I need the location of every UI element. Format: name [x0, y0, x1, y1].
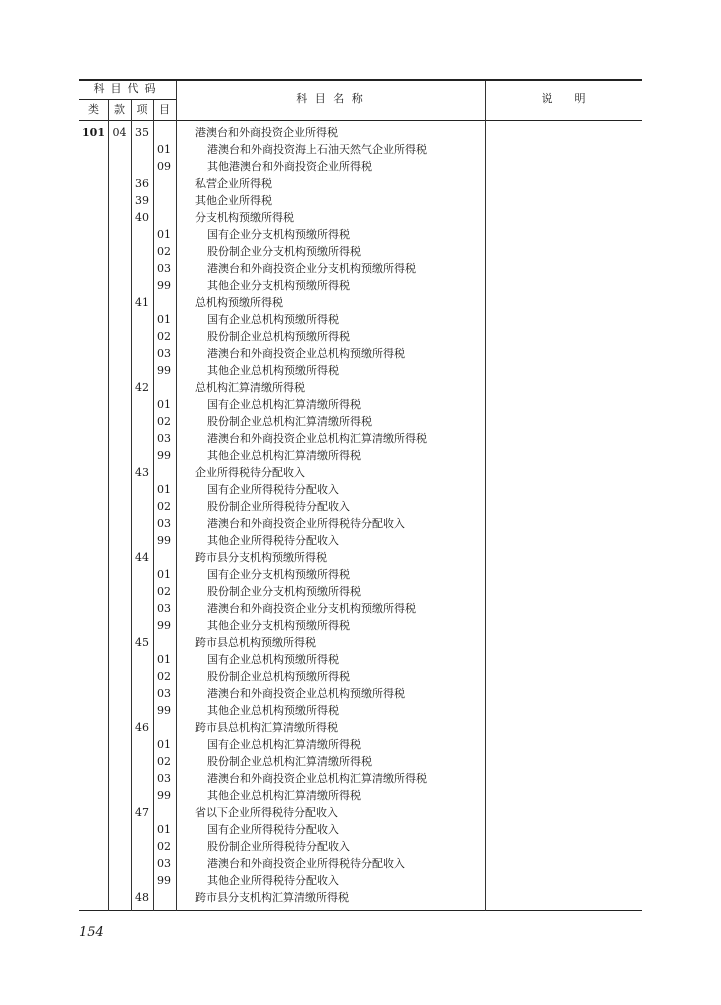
- subject-code-table: [79, 79, 642, 911]
- cell-mu: 01: [157, 143, 171, 156]
- cell-mu: 02: [157, 755, 171, 768]
- cell-subject-name: 港澳台和外商投资企业所得税: [195, 126, 338, 139]
- cell-kuan: 04: [112, 126, 127, 139]
- cell-subject-name: 国有企业总机构预缴所得税: [207, 653, 339, 666]
- cell-subject-name: 其他企业所得税待分配收入: [207, 874, 339, 887]
- table-row: [79, 260, 642, 277]
- table-row: [79, 481, 642, 498]
- cell-xiang: 46: [135, 721, 149, 734]
- cell-xiang: 40: [135, 211, 149, 224]
- table-row: [79, 549, 642, 566]
- cell-mu: 03: [157, 602, 171, 615]
- cell-subject-name: 国有企业总机构预缴所得税: [207, 313, 339, 326]
- table-row: [79, 889, 642, 906]
- table-row: [79, 702, 642, 719]
- cell-subject-name: 港澳台和外商投资企业分支机构预缴所得税: [207, 262, 416, 275]
- table-row: [79, 600, 642, 617]
- cell-subject-name: 其他企业所得税: [195, 194, 272, 207]
- cell-mu: 99: [157, 534, 171, 547]
- table-row: [79, 379, 642, 396]
- cell-subject-name: 私营企业所得税: [195, 177, 272, 190]
- cell-mu: 01: [157, 738, 171, 751]
- cell-subject-name: 股份制企业总机构预缴所得税: [207, 670, 350, 683]
- cell-subject-name: 其他企业总机构汇算清缴所得税: [207, 449, 361, 462]
- page-number: 154: [79, 925, 104, 940]
- cell-subject-name: 其他企业分支机构预缴所得税: [207, 279, 350, 292]
- table-row: [79, 583, 642, 600]
- table-row: [79, 192, 642, 209]
- table-row: [79, 413, 642, 430]
- cell-subject-name: 企业所得税待分配收入: [195, 466, 305, 479]
- table-row: [79, 294, 642, 311]
- cell-subject-name: 港澳台和外商投资企业总机构汇算清缴所得税: [207, 772, 427, 785]
- table-row: [79, 515, 642, 532]
- table-row: [79, 243, 642, 260]
- cell-mu: 01: [157, 653, 171, 666]
- cell-subject-name: 股份制企业所得税待分配收入: [207, 840, 350, 853]
- cell-xiang: 35: [135, 126, 149, 139]
- cell-mu: 03: [157, 347, 171, 360]
- cell-subject-name: 国有企业分支机构预缴所得税: [207, 228, 350, 241]
- cell-subject-name: 港澳台和外商投资企业总机构预缴所得税: [207, 687, 405, 700]
- cell-mu: 02: [157, 585, 171, 598]
- table-row: [79, 362, 642, 379]
- cell-mu: 03: [157, 857, 171, 870]
- cell-subject-name: 跨市县总机构预缴所得税: [195, 636, 316, 649]
- code-group-divider: [79, 99, 176, 100]
- header-col-lei: 类: [88, 103, 99, 116]
- cell-xiang: 48: [135, 891, 149, 904]
- cell-xiang: 39: [135, 194, 149, 207]
- table-row: [79, 498, 642, 515]
- cell-mu: 02: [157, 840, 171, 853]
- table-bottom-rule: [79, 910, 642, 911]
- table-row: [79, 175, 642, 192]
- cell-xiang: 44: [135, 551, 149, 564]
- cell-mu: 03: [157, 262, 171, 275]
- cell-mu: 01: [157, 568, 171, 581]
- cell-mu: 01: [157, 823, 171, 836]
- table-row: [79, 430, 642, 447]
- cell-subject-name: 股份制企业分支机构预缴所得税: [207, 585, 361, 598]
- table-row: [79, 345, 642, 362]
- cell-subject-name: 港澳台和外商投资企业分支机构预缴所得税: [207, 602, 416, 615]
- table-row: [79, 226, 642, 243]
- table-row: [79, 532, 642, 549]
- cell-subject-name: 其他企业分支机构预缴所得税: [207, 619, 350, 632]
- table-row: [79, 770, 642, 787]
- table-row: [79, 855, 642, 872]
- cell-mu: 09: [157, 160, 171, 173]
- cell-mu: 03: [157, 517, 171, 530]
- cell-subject-name: 国有企业分支机构预缴所得税: [207, 568, 350, 581]
- cell-subject-name: 分支机构预缴所得税: [195, 211, 294, 224]
- cell-lei: 101: [82, 126, 105, 139]
- cell-xiang: 42: [135, 381, 149, 394]
- cell-subject-name: 跨市县分支机构预缴所得税: [195, 551, 327, 564]
- header-col-name: 科 目 名 称: [296, 92, 365, 105]
- table-row: [79, 736, 642, 753]
- table-row: [79, 651, 642, 668]
- cell-subject-name: 其他企业总机构预缴所得税: [207, 364, 339, 377]
- cell-mu: 02: [157, 670, 171, 683]
- cell-subject-name: 股份制企业分支机构预缴所得税: [207, 245, 361, 258]
- table-row: [79, 464, 642, 481]
- cell-subject-name: 其他企业所得税待分配收入: [207, 534, 339, 547]
- cell-mu: 99: [157, 874, 171, 887]
- cell-xiang: 43: [135, 466, 149, 479]
- cell-mu: 99: [157, 364, 171, 377]
- header-col-note: 说 明: [541, 92, 586, 105]
- table-row: [79, 617, 642, 634]
- table-row: [79, 634, 642, 651]
- header-bottom-rule: [79, 120, 642, 121]
- cell-mu: 99: [157, 279, 171, 292]
- cell-subject-name: 总机构预缴所得税: [195, 296, 283, 309]
- cell-subject-name: 股份制企业总机构汇算清缴所得税: [207, 415, 372, 428]
- cell-mu: 01: [157, 483, 171, 496]
- cell-subject-name: 其他港澳台和外商投资企业所得税: [207, 160, 372, 173]
- cell-subject-name: 港澳台和外商投资企业所得税待分配收入: [207, 517, 405, 530]
- cell-mu: 02: [157, 330, 171, 343]
- cell-mu: 03: [157, 772, 171, 785]
- table-row: [79, 277, 642, 294]
- cell-mu: 01: [157, 228, 171, 241]
- table-row: [79, 668, 642, 685]
- table-row: [79, 396, 642, 413]
- cell-subject-name: 跨市县总机构汇算清缴所得税: [195, 721, 338, 734]
- header-col-mu: 目: [159, 103, 170, 116]
- cell-mu: 01: [157, 398, 171, 411]
- cell-subject-name: 股份制企业所得税待分配收入: [207, 500, 350, 513]
- table-row: [79, 566, 642, 583]
- table-row: [79, 685, 642, 702]
- cell-mu: 99: [157, 704, 171, 717]
- cell-mu: 01: [157, 313, 171, 326]
- cell-mu: 99: [157, 449, 171, 462]
- cell-subject-name: 港澳台和外商投资企业总机构汇算清缴所得税: [207, 432, 427, 445]
- table-row: [79, 787, 642, 804]
- cell-subject-name: 港澳台和外商投资企业所得税待分配收入: [207, 857, 405, 870]
- cell-subject-name: 港澳台和外商投资海上石油天然气企业所得税: [207, 143, 427, 156]
- table-row: [79, 209, 642, 226]
- cell-mu: 03: [157, 432, 171, 445]
- cell-subject-name: 国有企业总机构汇算清缴所得税: [207, 398, 361, 411]
- cell-mu: 02: [157, 500, 171, 513]
- cell-subject-name: 国有企业所得税待分配收入: [207, 823, 339, 836]
- cell-subject-name: 国有企业总机构汇算清缴所得税: [207, 738, 361, 751]
- cell-subject-name: 股份制企业总机构汇算清缴所得税: [207, 755, 372, 768]
- header-col-xiang: 项: [136, 103, 148, 116]
- cell-mu: 99: [157, 789, 171, 802]
- cell-subject-name: 其他企业总机构汇算清缴所得税: [207, 789, 361, 802]
- cell-xiang: 45: [135, 636, 149, 649]
- cell-xiang: 41: [135, 296, 149, 309]
- cell-xiang: 36: [135, 177, 149, 190]
- cell-subject-name: 总机构汇算清缴所得税: [195, 381, 305, 394]
- table-row: [79, 753, 642, 770]
- cell-subject-name: 跨市县分支机构汇算清缴所得税: [195, 891, 349, 904]
- cell-subject-name: 省以下企业所得税待分配收入: [195, 806, 338, 819]
- cell-subject-name: 国有企业所得税待分配收入: [207, 483, 339, 496]
- table-row: [79, 872, 642, 889]
- table-row: [79, 804, 642, 821]
- header-col-kuan: 款: [114, 103, 125, 116]
- table-row: [79, 838, 642, 855]
- table-row: [79, 158, 642, 175]
- cell-subject-name: 港澳台和外商投资企业总机构预缴所得税: [207, 347, 405, 360]
- table-top-rule: [79, 79, 642, 81]
- cell-subject-name: 股份制企业总机构预缴所得税: [207, 330, 350, 343]
- cell-subject-name: 其他企业总机构预缴所得税: [207, 704, 339, 717]
- cell-xiang: 47: [135, 806, 149, 819]
- header-code-group: 科目代码: [93, 82, 162, 95]
- table-row: [79, 821, 642, 838]
- table-row: [79, 124, 642, 141]
- table-row: [79, 328, 642, 345]
- table-row: [79, 447, 642, 464]
- cell-mu: 02: [157, 415, 171, 428]
- table-row: [79, 311, 642, 328]
- table-row: [79, 141, 642, 158]
- cell-mu: 99: [157, 619, 171, 632]
- cell-mu: 02: [157, 245, 171, 258]
- cell-mu: 03: [157, 687, 171, 700]
- table-row: [79, 719, 642, 736]
